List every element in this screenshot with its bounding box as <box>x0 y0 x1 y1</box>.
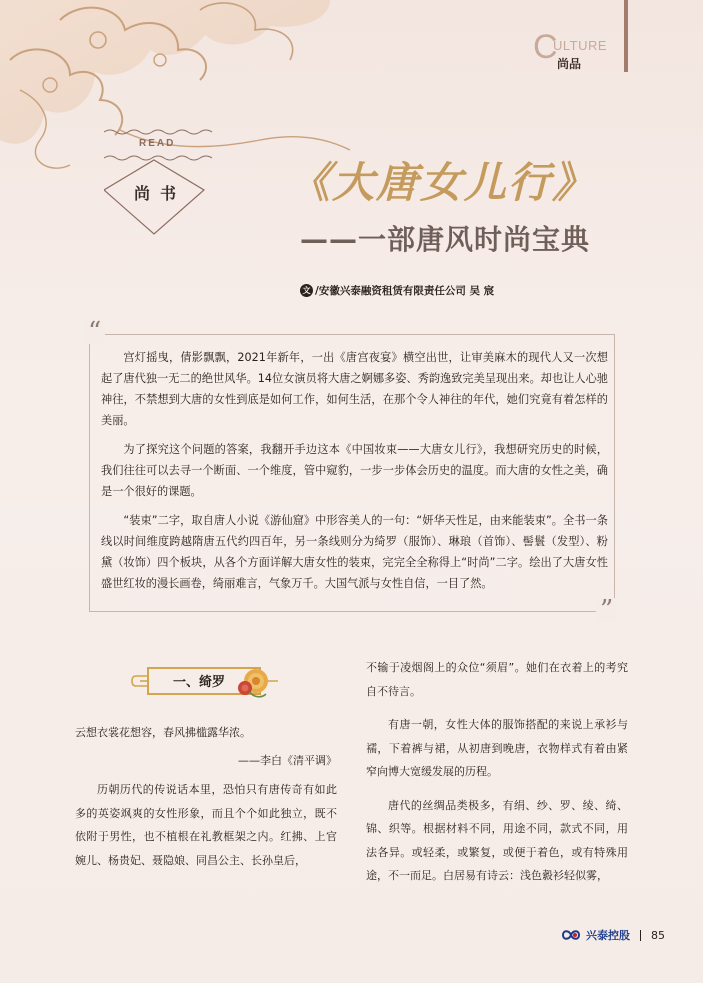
read-word: READ <box>139 138 176 149</box>
culture-word: ULTURE <box>553 38 608 53</box>
body-paragraph: 唐代的丝绸品类极多，有绢、纱、罗、绫、绮、锦、织等。根据材料不同，用途不同，款式不同，用法各异。或轻柔，或繁复，或便于着色，或有特殊用途，不一而足。白居易有诗云：浅色縠衫轻似雾， <box>366 798 628 882</box>
author-text: /安徽兴泰融资租赁有限责任公司 吴 宸 <box>315 285 495 297</box>
brand-name: 兴泰控股 <box>586 929 630 942</box>
body-paragraph: 有唐一朝，女性大体的服饰搭配的来说上承衫与襦，下着裤与裙，从初唐到晚唐，衣物样式有着由紧窄向博大宽缓发展的历程。 <box>366 718 628 778</box>
poem-quote: 云想衣裳花想容，春风拂槛露华浓。 <box>75 726 251 739</box>
author-badge: 文 <box>300 284 313 297</box>
body-paragraph: 历朝历代的传说话本里，恐怕只有唐传奇有如此多的英姿飒爽的女性形象，而且个个如此独立，既不依附于男性，也不植根在礼教框架之内。红拂、上官婉儿、杨贵妃、聂隐娘、同昌公主、长孙皇后， <box>75 783 337 867</box>
footer-divider <box>640 930 641 941</box>
section-title: 一、绮罗 <box>173 675 226 690</box>
section-header <box>533 28 628 74</box>
close-quote-icon: ” <box>596 598 617 622</box>
poem-citation: ——李白《清平调》 <box>238 753 337 767</box>
culture-initial: C <box>533 28 558 66</box>
read-label: 尚书 <box>134 184 187 203</box>
author-line <box>300 283 494 298</box>
page-footer <box>562 927 665 943</box>
peony-icon <box>236 666 272 700</box>
brand-logo-icon <box>562 929 580 941</box>
page-number: 85 <box>651 928 665 942</box>
culture-zh-label: 尚品 <box>557 57 582 71</box>
intro-text <box>101 347 608 602</box>
body-paragraph: 不输于凌烟阁上的众位“须眉”。她们在衣着上的考究自不待言。 <box>366 661 628 698</box>
header-accent-bar <box>624 0 628 72</box>
intro-paragraph: “装束”二字，取自唐人小说《游仙窟》中形容美人的一句：“妍华天性足，由来能装束”。全书一条线以时间维度跨越隋唐五代约四百年，另一条线则分为绮罗（服饰）、琳琅（首饰）、髻鬟（发型）、粉黛（妆饰）四个板块，从各个方面详解大唐女性的装束，完完全全称得上“时尚”二字。绘出了大唐女性盛世红妆的漫长画卷，绮丽难言，气象万千。大国气派与女性自信，一目了然。 <box>101 514 608 590</box>
article-title: 《大唐女儿行》 <box>288 158 597 207</box>
right-column <box>366 656 628 898</box>
left-column <box>75 721 337 872</box>
intro-paragraph: 为了探究这个问题的答案，我翻开手边这本《中国妆束——大唐女儿行》，我想研究历史的时候，我们往往可以去寻一个断面、一个维度，管中窥豹，一步一步体会历史的温度。而大唐的女性之美，确是一个很好的课题。 <box>101 443 608 498</box>
read-badge <box>104 128 214 238</box>
intro-paragraph: 宫灯摇曳，倩影飘飘，2021年新年，一出《唐宫夜宴》横空出世，让审美麻木的现代人又一次想起了唐代独一无二的绝世风华。14位女演员将大唐之婀娜多姿、秀韵逸致完美呈现出来。却也让人心驰神往，不禁想到大唐的女性到底是如何工作，如何生活，在那个令人神往的年代，她们究竟有着怎样的美丽。 <box>101 351 608 427</box>
open-quote-icon: “ <box>84 320 105 344</box>
article-subtitle: ——一部唐风时尚宝典 <box>300 223 591 256</box>
